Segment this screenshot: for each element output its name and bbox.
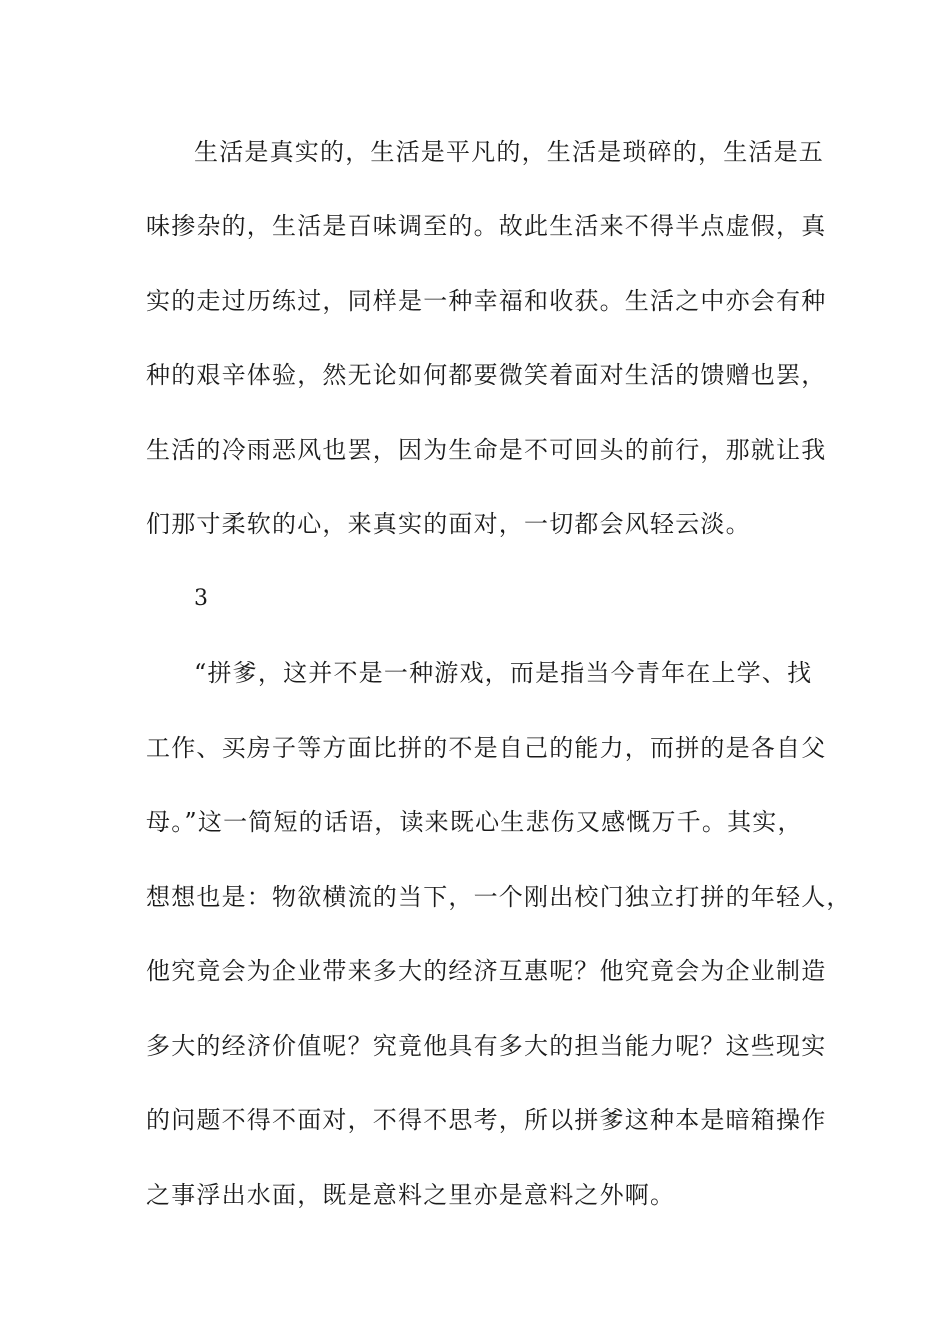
paragraph-1-line-4: 种的艰辛体验，然无论如何都要微笑着面对生活的馈赠也罢， — [146, 361, 827, 389]
paragraph-2-line-2: 工作、买房子等方面比拼的不是自己的能力，而拼的是各自父 — [146, 734, 827, 762]
paragraph-1-line-5: 生活的冷雨恶风也罢，因为生命是不可回头的前行，那就让我 — [146, 436, 827, 464]
paragraph-2-line-4: 想想也是：物欲横流的当下，一个刚出校门独立打拼的年轻人， — [146, 883, 852, 911]
paragraph-2-line-5: 他究竟会为企业带来多大的经济互惠呢？他究竟会为企业制造 — [146, 957, 827, 985]
paragraph-1-line-2: 味掺杂的，生活是百味调至的。故此生活来不得半点虚假，真 — [146, 212, 827, 240]
paragraph-2-line-8: 之事浮出水面，既是意料之里亦是意料之外啊。 — [146, 1181, 676, 1209]
paragraph-2-line-7: 的问题不得不面对，不得不思考，所以拼爹这种本是暗箱操作 — [146, 1106, 827, 1134]
paragraph-2-line-3: 母。”这一简短的话语，读来既心生悲伤又感慨万千。其实， — [146, 808, 803, 836]
paragraph-1-line-1: 生活是真实的，生活是平凡的，生活是琐碎的，生活是五 — [194, 138, 824, 166]
paragraph-1-line-6: 们那寸柔软的心，来真实的面对，一切都会风轻云淡。 — [146, 510, 751, 538]
paragraph-2-line-6: 多大的经济价值呢？究竟他具有多大的担当能力呢？这些现实 — [146, 1032, 827, 1060]
paragraph-2-line-1: “拼爹，这并不是一种游戏，而是指当今青年在上学、找 — [194, 659, 813, 687]
section-number: 3 — [194, 586, 210, 611]
paragraph-1-line-3: 实的走过历练过，同样是一种幸福和收获。生活之中亦会有种 — [146, 287, 827, 315]
